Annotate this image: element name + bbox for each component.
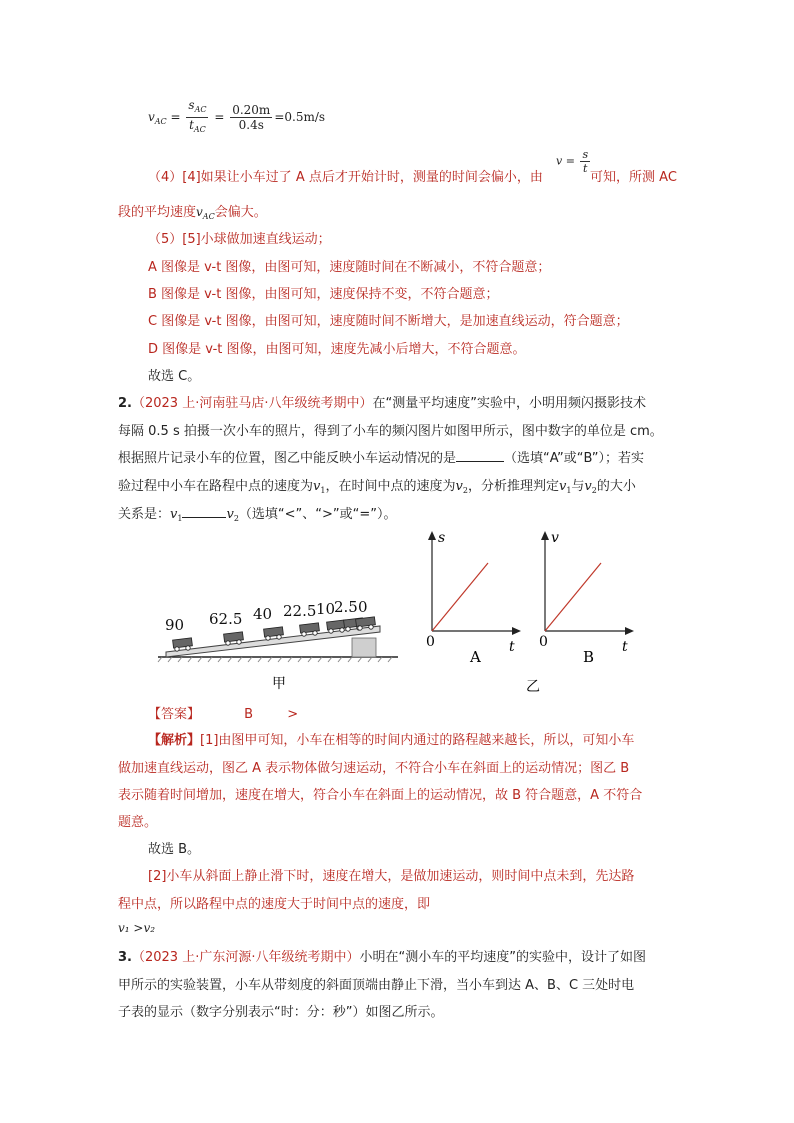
part5-choose: 故选 C。 — [148, 369, 201, 384]
car-label-62-5: 62.5 — [209, 610, 243, 628]
part5-head: （5）[5]小球做加速直线运动； — [148, 232, 331, 247]
car-label-22-5: 22.5 — [283, 602, 317, 620]
car-label-10: 10 — [316, 600, 336, 618]
part5-c: C 图像是 v-t 图像，由图可知，速度随时间不断增大，是加速直线运动，符合题意； — [148, 314, 629, 329]
analysis-p2-l1: [2]小车从斜面上静止滑下时，速度在增大，是做加速运动，则时间中点未到，先达路 — [148, 869, 635, 884]
analysis-inequality: v₁ >v₂ — [118, 921, 156, 935]
q2-line3: 根据照片记录小车的位置，图乙中能反映小车运动情况的是 （选填“A”或“B”）；若实 — [118, 451, 644, 466]
svg-text:0: 0 — [539, 634, 548, 650]
incline-figure — [158, 598, 398, 662]
q2-line1: 2.（2023 上·河南驻马店·八年级统考期中）在“测量平均速度”实验中，小明用频闪摄影技术 — [118, 396, 646, 411]
q2-blank-1[interactable] — [456, 449, 504, 462]
svg-text:t: t — [622, 639, 628, 655]
svg-text:t: t — [509, 639, 515, 655]
q3-line1: 3.（2023 上·广东河源·八年级统考期中）小明在“测小车的平均速度”的实验中，设计了如图 — [118, 950, 646, 965]
analysis-p2-l2: 程中点，所以路程中点的速度大于时间中点的速度，即 — [118, 897, 431, 912]
part5-a: A 图像是 v-t 图像，由图可知，速度随时间在不断减小，不符合题意； — [148, 260, 551, 275]
car-label-2-5: 2.5 — [334, 598, 358, 616]
caption-yi: 乙 — [526, 679, 540, 695]
analysis-l4: 题意。 — [118, 815, 158, 830]
formula-vac: $v_{AC}$ = $\frac{s_{AC}}{t_{AC}}$ = $\frac{0.20m}{0.4s}$ =0.5m/s — [148, 98, 325, 137]
car-label-0: 0 — [358, 598, 368, 616]
graph-b-line — [545, 563, 601, 631]
svg-text:v: v — [551, 530, 559, 546]
caption-jia: 甲 — [272, 676, 286, 692]
figure-q2 — [0, 528, 794, 698]
part4-line1: （4）[4]如果让小车过了 A 点后才开始计时，测量的时间会偏小，由 — [148, 170, 543, 185]
car-label-90: 90 — [165, 616, 185, 634]
fraction-s-over-t: $\frac{s_{AC}}{t_{AC}}$ — [188, 98, 207, 134]
part4-inline-formula: v = $\frac{s}{t}$ — [556, 148, 589, 175]
graph-b — [539, 530, 634, 666]
part4-line2: 段的平均速度$v_{AC}$会偏大。 — [118, 205, 267, 221]
q2-line4: 验过程中小车在路程中点的速度为$v_1$，在时间中点的速度为$v_2$，分析推理判定$v_1$与$v_2$的大小 — [118, 479, 636, 495]
part4-line1-end: 可知，所测 AC — [590, 170, 677, 185]
q2-blank-2[interactable] — [182, 505, 226, 518]
part5-d: D 图像是 v-t 图像，由图可知，速度先减小后增大，不符合题意。 — [148, 342, 526, 357]
q2-line2: 每隔 0.5 s 拍摄一次小车的照片，得到了小车的频闪图片如图甲所示，图中数字的单位是 cm。 — [118, 424, 663, 439]
analysis-l2: 做加速直线运动，图乙 A 表示物体做匀速运动，不符合小车在斜面上的运动情况；图乙 B — [118, 761, 630, 776]
part5-b: B 图像是 v-t 图像，由图可知，速度保持不变，不符合题意； — [148, 287, 499, 302]
fraction-values: $\frac{0.20m}{0.4s}$ — [232, 103, 271, 132]
svg-text:0: 0 — [426, 634, 435, 650]
q3-line3: 子表的显示（数字分别表示“时：分：秒”）如图乙所示。 — [118, 1005, 444, 1020]
analysis-choose: 故选 B。 — [148, 842, 201, 857]
svg-text:B: B — [583, 648, 595, 666]
svg-text:s: s — [438, 530, 446, 546]
q2-line5: 关系是：$v_1$ $v_2$（选填“<”、“>”或“=”）。 — [118, 507, 397, 523]
answer-line: 【答案】 B > — [148, 707, 299, 722]
svg-text:A: A — [470, 648, 481, 666]
q3-line2: 甲所示的实验装置，小车从带刻度的斜面顶端由静止下滑，当小车到达 A、B、C 三处时电 — [118, 978, 635, 993]
analysis-l1: 【解析】[1]由图甲可知，小车在相等的时间内通过的路程越来越长，所以，可知小车 — [148, 733, 635, 748]
graph-a-line — [432, 563, 488, 631]
analysis-l3: 表示随着时间增加，速度在增大，符合小车在斜面上的运动情况，故 B 符合题意，A 不符合 — [118, 788, 643, 803]
car-label-40: 40 — [253, 605, 273, 623]
graph-a — [426, 530, 521, 666]
